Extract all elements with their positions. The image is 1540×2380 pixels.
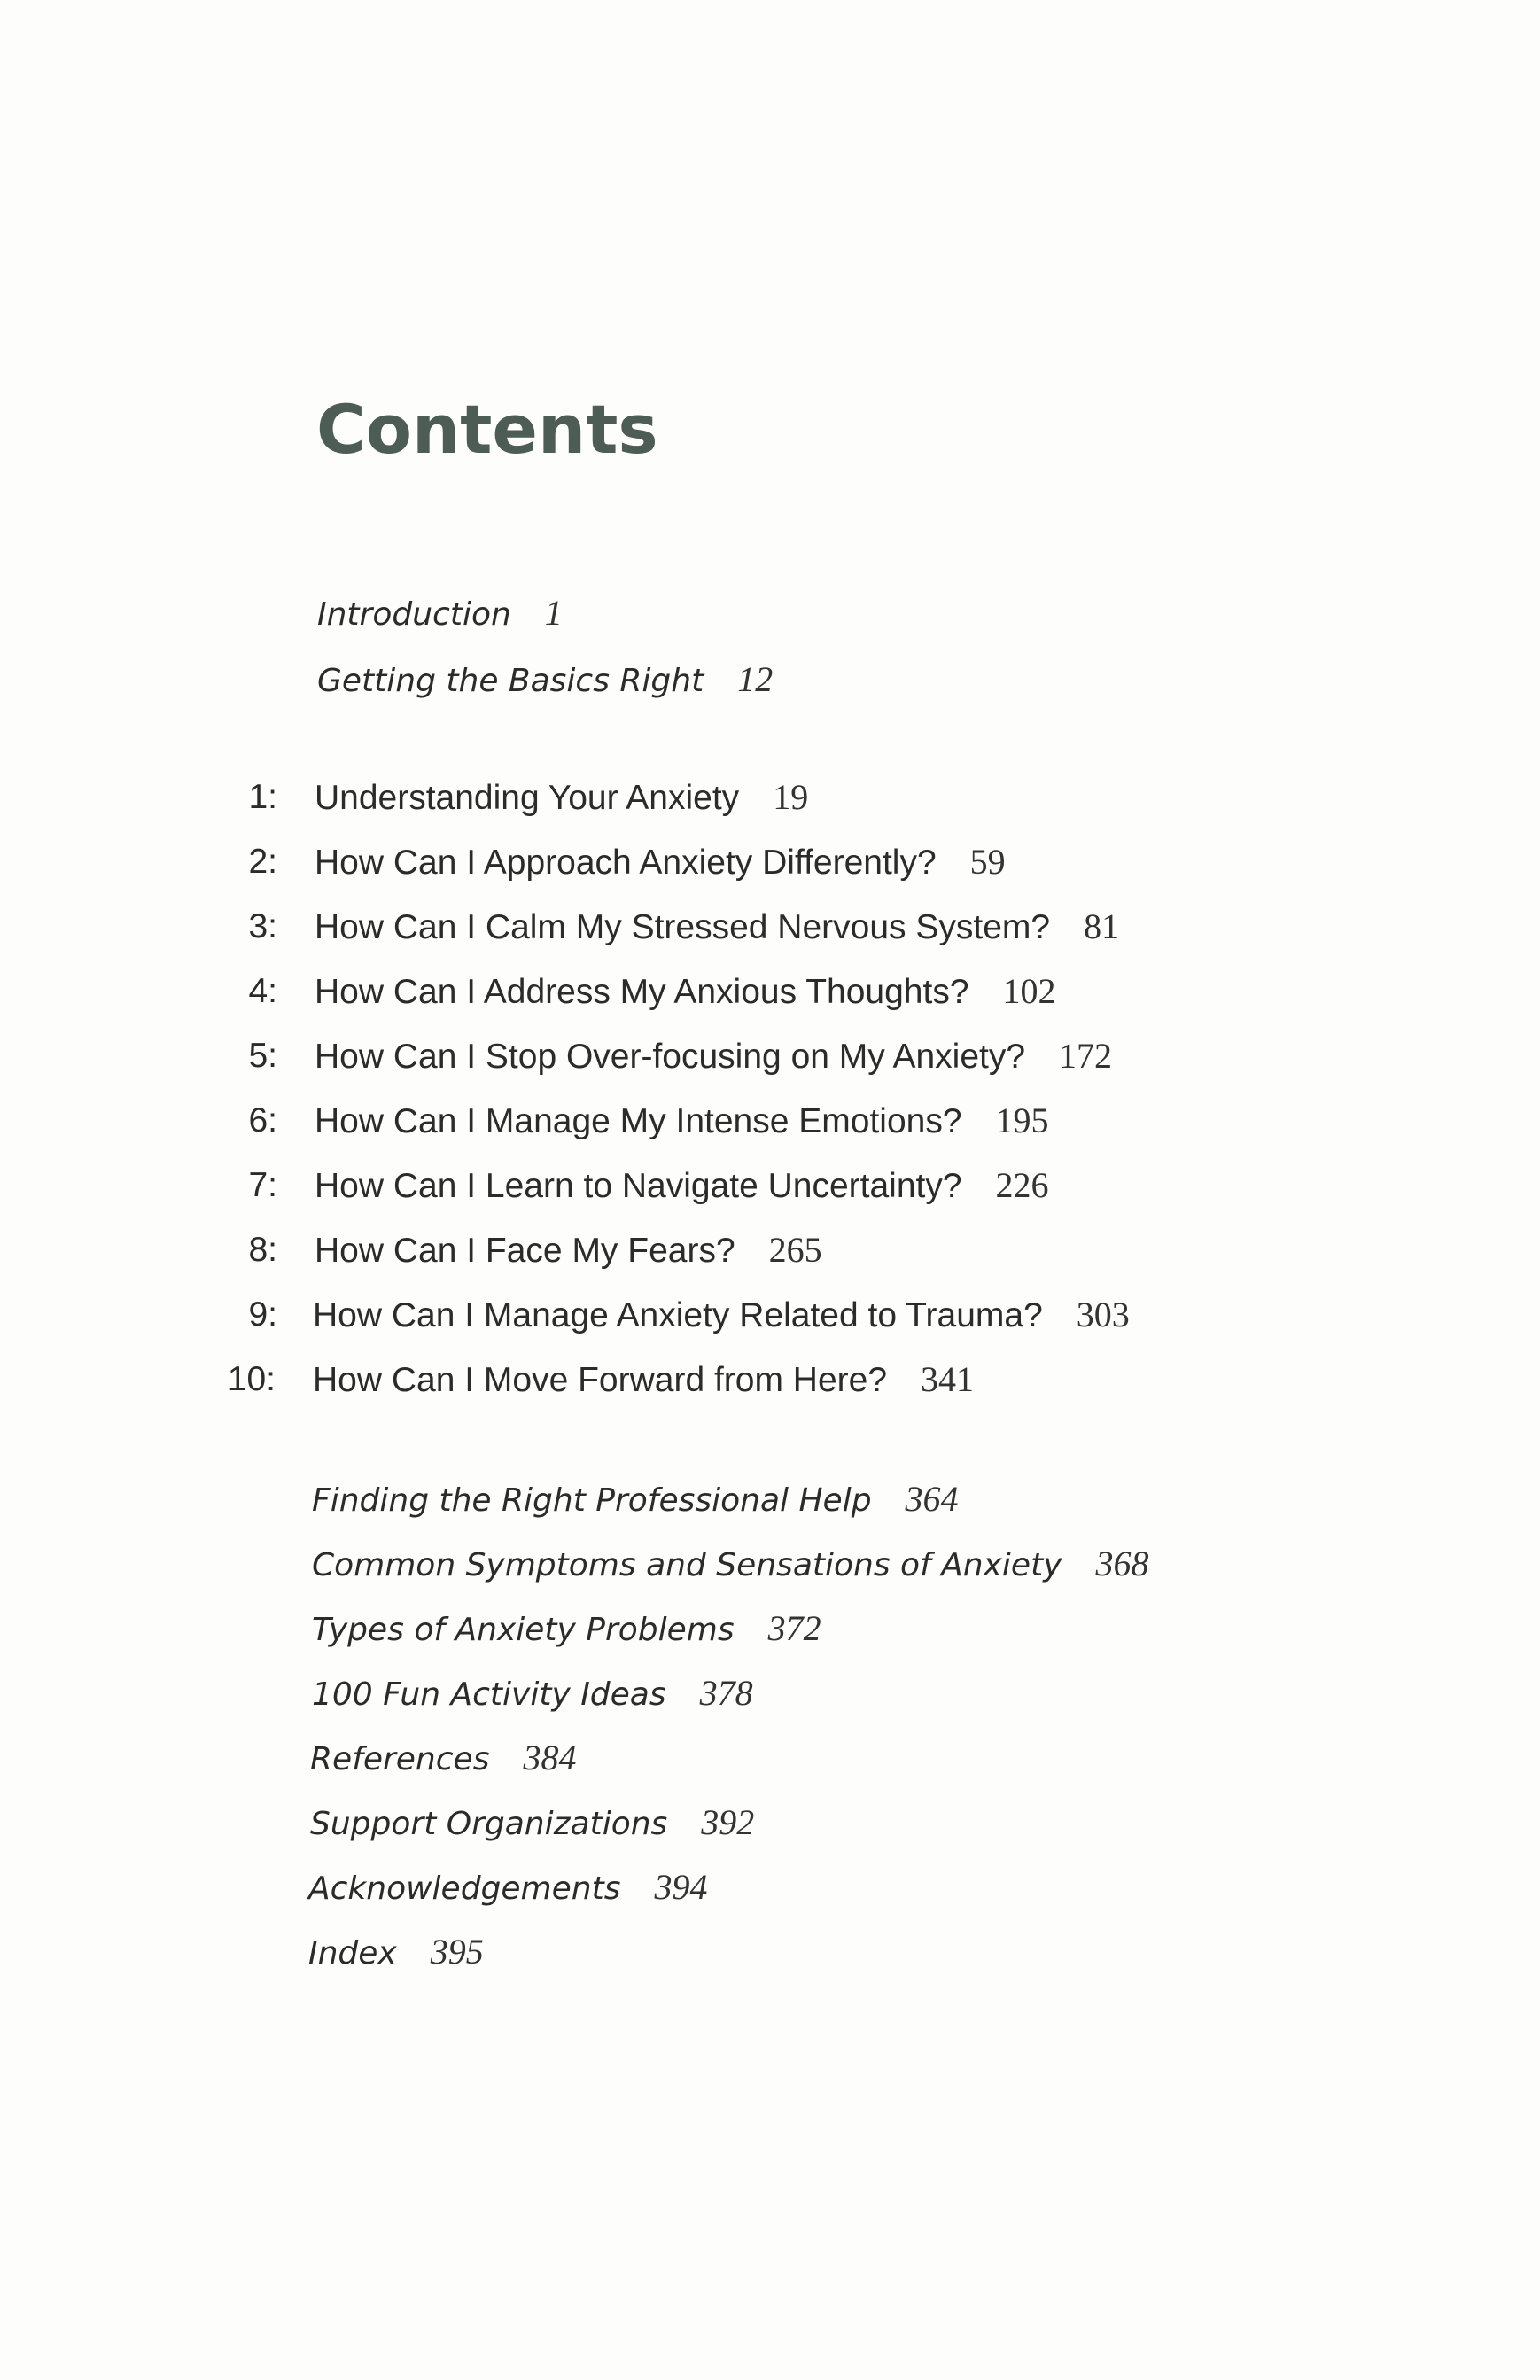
toc-entry-page: 59 [969,842,1006,882]
toc-entry-label: References [310,1741,490,1777]
toc-entry-label: Introduction [317,596,511,633]
toc-entry-label: Index [308,1935,397,1972]
toc-entry-page: 378 [699,1673,753,1713]
toc-entry-label: How Can I Manage Anxiety Related to Trauma? [313,1296,1043,1334]
chapter-number: 1: [248,778,277,816]
toc-entry-label: How Can I Stop Over-focusing on My Anxiety? [315,1038,1026,1076]
chapter-number: 6: [248,1101,277,1139]
toc-entry-page: 364 [905,1479,959,1519]
toc-entry-label: Getting the Basics Right [317,663,704,699]
toc-entry-page: 394 [654,1867,708,1907]
toc-entry-label: Understanding Your Anxiety [315,779,740,817]
toc-entry-page: 384 [523,1738,577,1777]
toc-entry-page: 1 [544,593,563,633]
toc-entry-label: Common Symptoms and Sensations of Anxiety [312,1547,1062,1583]
toc-entry-page: 12 [737,659,774,699]
toc-entry-label: How Can I Address My Anxious Thoughts? [315,973,969,1011]
toc-entry-page: 226 [995,1165,1049,1205]
toc-entry-page: 372 [767,1608,821,1648]
toc-entry-page: 102 [1002,971,1056,1011]
toc-entry-page: 81 [1084,906,1120,946]
chapter-number: 2: [248,843,277,881]
toc-entry-label: How Can I Manage My Intense Emotions? [315,1102,962,1140]
toc-entry-label: How Can I Move Forward from Here? [313,1361,888,1399]
toc-entry-page: 395 [430,1932,484,1972]
toc-entry-page: 172 [1059,1036,1113,1076]
toc-entry-page: 392 [701,1802,755,1842]
toc-entry-page: 19 [773,777,809,817]
toc-entry-page: 195 [995,1101,1049,1140]
chapter-number: 4: [248,972,277,1010]
toc-entry-label: 100 Fun Activity Ideas [312,1676,666,1713]
toc-entry-label: Support Organizations [310,1806,668,1842]
chapter-number: 7: [248,1166,277,1204]
toc-entry-page: 303 [1076,1295,1130,1334]
toc-entry-label: Finding the Right Professional Help [312,1482,872,1519]
toc-entry-label: How Can I Learn to Navigate Uncertainty? [315,1167,962,1205]
chapter-number: 10: [227,1360,276,1398]
chapter-number: 3: [248,907,277,945]
chapter-number: 8: [248,1231,277,1269]
chapter-number: 5: [248,1037,277,1075]
toc-entry-label: Acknowledgements [308,1871,621,1907]
toc-entry-label: Types of Anxiety Problems [312,1612,735,1648]
toc-entry-page: 265 [768,1230,822,1270]
toc-entry-page: 368 [1095,1544,1149,1583]
toc-entry-label: How Can I Calm My Stressed Nervous System? [315,908,1051,946]
page-title: Contents [316,390,658,469]
toc-entry-page: 341 [921,1359,975,1399]
toc-entry-label: How Can I Face My Fears? [315,1232,735,1270]
toc-entry-label: How Can I Approach Anxiety Differently? [315,844,937,882]
chapter-number: 9: [248,1295,277,1334]
